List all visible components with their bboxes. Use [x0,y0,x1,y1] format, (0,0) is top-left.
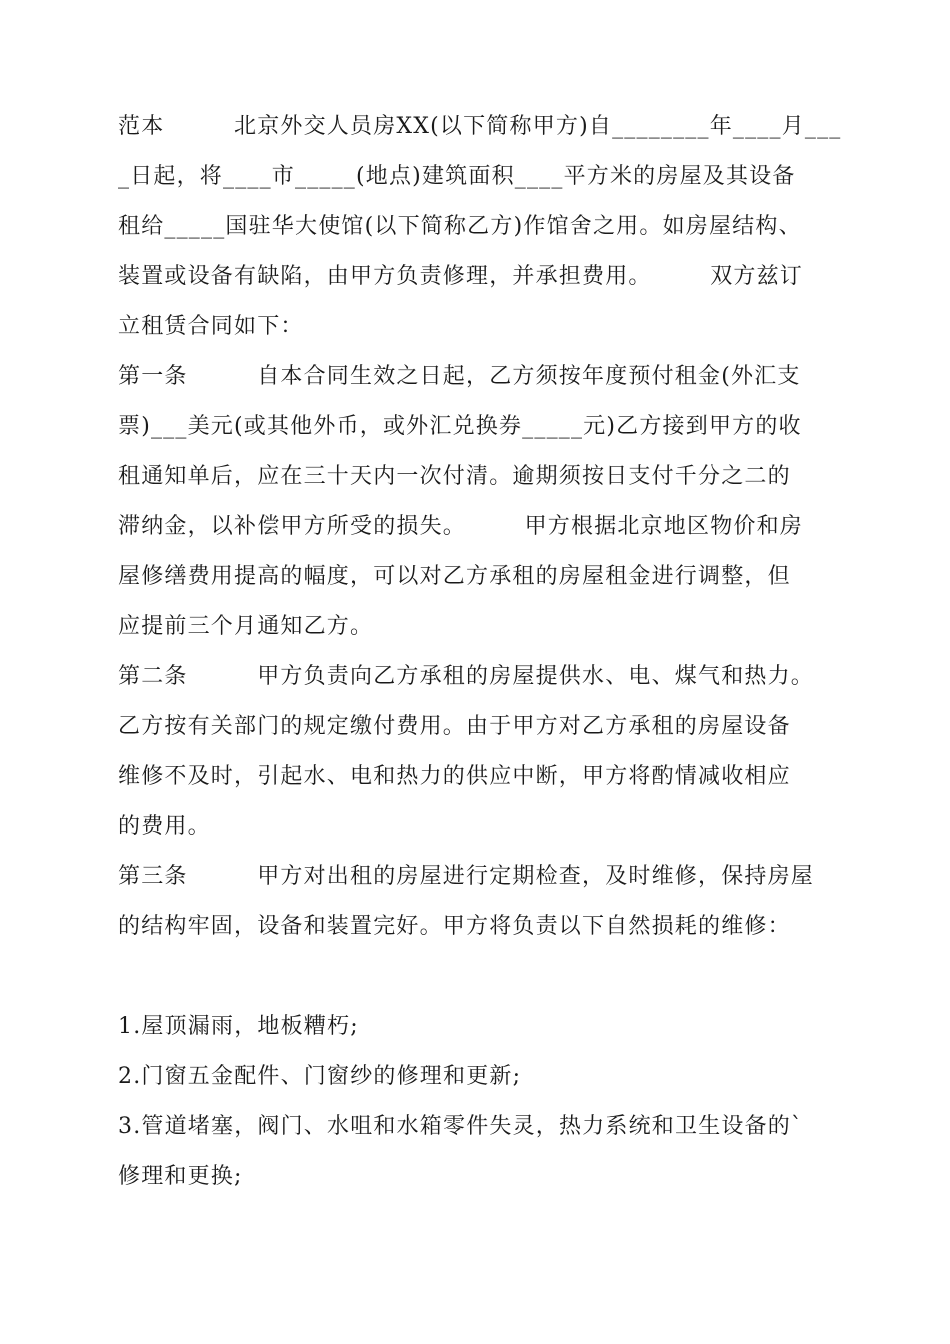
list-item: 2.门窗五金配件、门窗纱的修理和更新; [118,1064,522,1089]
text-line: 乙方按有关部门的规定缴付费用。由于甲方对乙方承租的房屋设备 [118,714,791,739]
text-line: 维修不及时，引起水、电和热力的供应中断，甲方将酌情减收相应 [118,764,791,789]
text-line: 的结构牢固，设备和装置完好。甲方将负责以下自然损耗的维修： [118,914,791,939]
article-3-heading-line: 第三条 甲方对出租的房屋进行定期检查，及时维修，保持房屋 [118,864,815,889]
text-line: 屋修缮费用提高的幅度，可以对乙方承租的房屋租金进行调整，但 [118,564,791,589]
text-line: _日起，将____市_____(地点)建筑面积____平方米的房屋及其设备 [118,164,796,189]
text-line: 的费用。 [118,814,211,839]
text-line: 修理和更换; [118,1164,243,1189]
text-line: 立租赁合同如下： [118,314,304,339]
list-item: 1.屋顶漏雨，地板糟朽; [118,1014,359,1039]
article-2-heading-line: 第二条 甲方负责向乙方承租的房屋提供水、电、煤气和热力。 [118,664,815,689]
text-line: 租通知单后，应在三十天内一次付清。逾期须按日支付千分之二的 [118,464,791,489]
list-item: 3.管道堵塞，阀门、水咀和水箱零件失灵，热力系统和卫生设备的` [118,1114,804,1139]
text-line: 范本 北京外交人员房XX(以下简称甲方)自________年____月___ [118,114,842,139]
text-line: 票)___美元(或其他外币，或外汇兑换券_____元)乙方接到甲方的收 [118,414,802,439]
article-1-heading-line: 第一条 自本合同生效之日起，乙方须按年度预付租金(外汇支 [118,364,801,389]
text-line: 滞纳金，以补偿甲方所受的损失。 甲方根据北京地区物价和房 [118,514,804,539]
text-line: 租给_____国驻华大使馆(以下简称乙方)作馆舍之用。如房屋结构、 [118,214,802,239]
text-line: 应提前三个月通知乙方。 [118,614,374,639]
text-line: 装置或设备有缺陷，由甲方负责修理，并承担费用。 双方兹订 [118,264,804,289]
